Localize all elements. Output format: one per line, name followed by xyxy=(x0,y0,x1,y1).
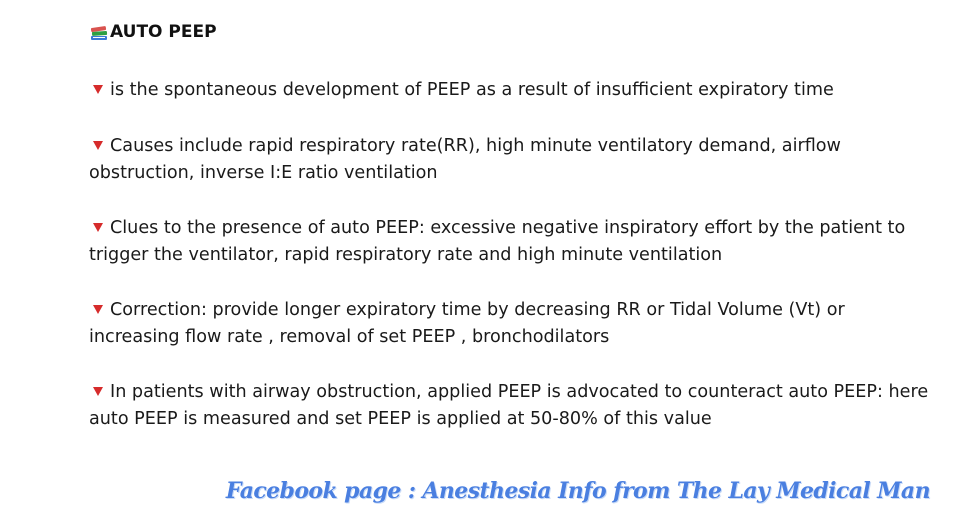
red-triangle-down-icon xyxy=(93,85,103,94)
facebook-page-credit: Facebook page : Anesthesia Info from The Lay Medical Man xyxy=(225,478,930,504)
bullet-text: Correction: provide longer expiratory time by decreasing RR or Tidal Volume (Vt) or increasing flow rate , removal of set PEEP , bronchodilators xyxy=(89,300,845,347)
bullet-text: In patients with airway obstruction, applied PEEP is advocated to counteract auto PEEP: here auto PEEP is measured and set PEEP is applied at 50-80% of this value xyxy=(89,382,929,429)
red-triangle-down-icon xyxy=(93,305,103,314)
bullet-item xyxy=(89,77,929,104)
page-title xyxy=(89,22,217,42)
bullet-text: is the spontaneous development of PEEP as a result of insufficient expiratory time xyxy=(110,80,834,100)
books-icon xyxy=(89,22,109,42)
title-text: AUTO PEEP xyxy=(110,22,217,42)
bullet-item xyxy=(89,379,929,433)
bullet-text: Causes include rapid respiratory rate(RR), high minute ventilatory demand, airflow obstruction, inverse I:E ratio ventilation xyxy=(89,136,841,183)
red-triangle-down-icon xyxy=(93,141,103,150)
bullet-item xyxy=(89,133,929,187)
bullet-text: Clues to the presence of auto PEEP: excessive negative inspiratory effort by the patient to trigger the ventilator, rapid respiratory rate and high minute ventilation xyxy=(89,218,906,265)
bullet-item xyxy=(89,297,929,351)
red-triangle-down-icon xyxy=(93,223,103,232)
red-triangle-down-icon xyxy=(93,387,103,396)
bullet-item xyxy=(89,215,929,269)
